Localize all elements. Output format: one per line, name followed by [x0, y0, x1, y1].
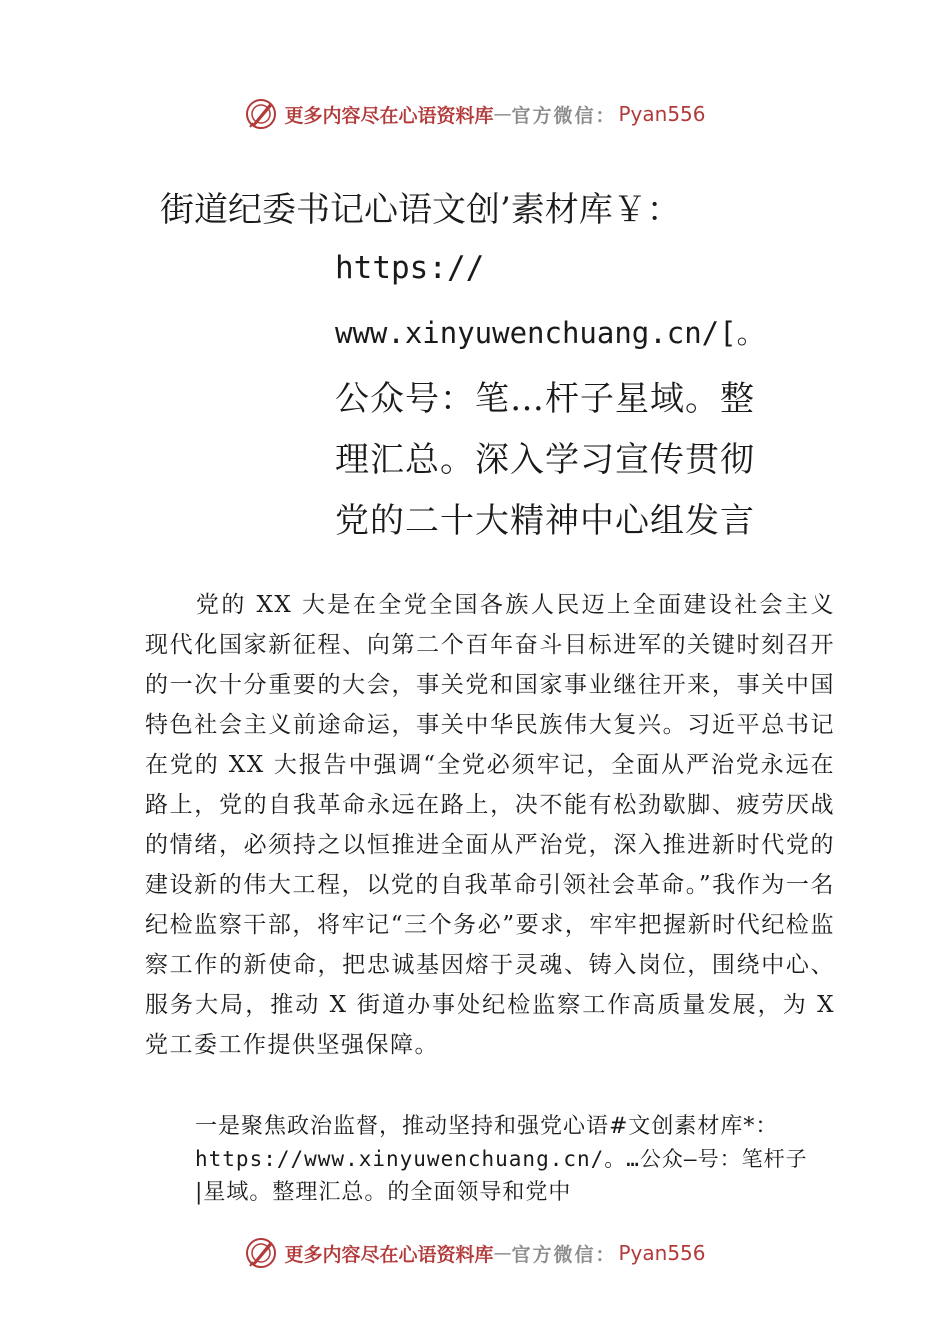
banner-wechat-label: 官方微信： — [511, 1243, 617, 1266]
title-url-line: https:// — [335, 250, 485, 286]
point-one-line-3: |星域。整理汇总。的全面领导和党中 — [195, 1180, 572, 1205]
title-line-1: 街道纪委书记心语文创’素材库￥： — [160, 190, 681, 230]
banner-dash: — — [493, 1242, 512, 1264]
body-paragraph — [145, 585, 835, 1065]
point-one-line-1: 一是聚焦政治监督，推动坚持和强党心语#文创素材库*： — [195, 1114, 779, 1139]
point-one-line-2: https://www.xinyuwenchuang.cn/。…公众—号：笔杆子 — [195, 1147, 808, 1171]
banner-main-text: 更多内容尽在心语资料库 — [284, 104, 494, 127]
banner-dash: — — [493, 103, 512, 125]
body-paragraph-text: 党的 XX 大是在全党全国各族人民迈上全面建设社会主义现代化国家新征程、向第二个百年奋斗目标进军的关键时刻召开的一次十分重要的大会，事关党和国家事业继往开来，事关中国特色社会主义前途命运，事关中华民族伟大复兴。习近平总书记在党的 XX 大报告中强调“全党必须牢记，全面从严治党永远在路上，党的自我革命永远在路上，决不能有松劲歇脚、疲劳厌战的情绪，必须持之以恒推进全面从严治党，深入推进新时代党的建设新的伟大工程，以党的自我革命引领社会革命。”我作为一名纪检监察干部，将牢记“三个务必”要求，牢牢把握新时代纪检监察工作的新使命，把忠诚基因熔于灵魂、铸入岗位，围绕中心、服务大局，推动 X 街道办事处纪检监察工作高质量发展，为 X 党工委工作提供坚强保障。 — [145, 592, 835, 1058]
point-one — [195, 1110, 845, 1209]
banner-main-text: 更多内容尽在心语资料库 — [284, 1243, 494, 1266]
title-url-domain-line: www.xinyuwenchuang.cn/[。 — [335, 316, 766, 350]
title-line-4: 公众号：笔…杆子星域。整 — [335, 379, 755, 419]
header-watermark-banner — [0, 94, 950, 134]
footer-watermark-banner — [0, 1233, 950, 1273]
banner-wechat-id: Pyan556 — [618, 102, 706, 126]
quill-seal-icon — [244, 1236, 278, 1270]
title-line-5: 理汇总。深入学习宣传贯彻 — [335, 440, 755, 480]
quill-seal-icon — [244, 97, 278, 131]
title-line-6: 党的二十大精神中心组发言 — [335, 501, 755, 541]
banner-wechat-label: 官方微信： — [511, 104, 617, 127]
banner-wechat-id: Pyan556 — [618, 1241, 706, 1265]
